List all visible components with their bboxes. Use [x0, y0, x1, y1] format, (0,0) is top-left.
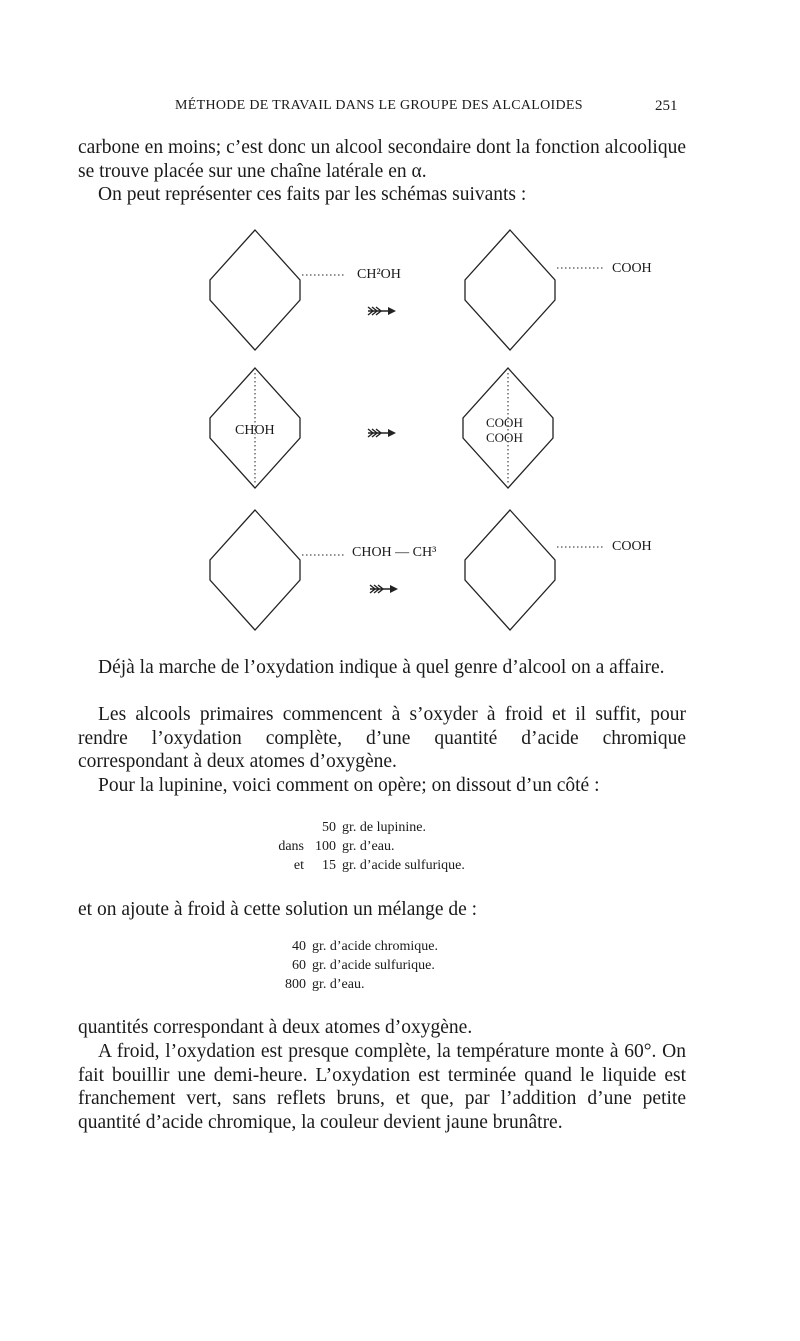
paragraph-carbone: carbone en moins; c’est donc un alcool secondaire dont la fonction alcoolique se trouve placée sur une chaîne latérale en α. [78, 137, 686, 182]
table-row: 40 gr. d’acide chromique. [292, 939, 438, 954]
table-row: et 15 gr. d’acide sulfurique. [293, 858, 465, 873]
solution-one-table [278, 818, 465, 875]
paragraph-a-froid: A froid, l’oxydation est presque complète, la température monte à 60°. On fait bouillir une demi-heure. L’oxydation est terminée quand le liquide est franchement vert, sans reflets bruns, et que, par l’addition d’une petite quantité d’acide chromique, la couleur devient jaune brunâtre. [78, 1041, 686, 1133]
hexagon-diagrams [0, 225, 800, 645]
table-row: 50 gr. de lupinine. [322, 820, 426, 835]
oxidation-schemes [0, 225, 800, 645]
formula-choh: CHOH [235, 423, 275, 438]
reaction-arrow-row1 [368, 307, 396, 315]
formula-ch2oh: CH²OH [357, 267, 401, 282]
formula-choh-ch3: CHOH — CH³ [352, 545, 437, 560]
running-title: MÉTHODE DE TRAVAIL DANS LE GROUPE DES ALCALOIDES [175, 98, 583, 113]
formula-cooh-row3: COOH [612, 539, 652, 554]
formula-cooh-row2-bottom: COOH [486, 430, 523, 445]
reaction-arrow-row3 [370, 585, 398, 593]
paragraph-alcools-primaires: Les alcools primaires commencent à s’oxyder à froid et il suffit, pour rendre l’oxydation complète, d’une quantité d’acide chromique correspondant à deux atomes d’oxygène. [78, 704, 686, 772]
running-header [0, 98, 800, 122]
page-number: 251 [655, 98, 678, 114]
table-row: dans 100 gr. d’eau. [278, 839, 395, 854]
reaction-arrow-row2 [368, 429, 396, 437]
table-row: 800 gr. d’eau. [285, 977, 365, 992]
paragraph-quantites: quantités correspondant à deux atomes d’oxygène. [78, 1017, 473, 1038]
paragraph-lupinine: Pour la lupinine, voici comment on opère; on dissout d’un côté : [98, 775, 600, 796]
formula-cooh-row1: COOH [612, 261, 652, 276]
hexagon-row3-left [210, 510, 300, 630]
paragraph-schemas-intro: On peut représenter ces faits par les schémas suivants : [98, 184, 527, 205]
hexagon-row1-right [465, 230, 555, 350]
paragraph-marche-oxydation: Déjà la marche de l’oxydation indique à quel genre d’alcool on a affaire. [98, 657, 665, 678]
hexagon-row3-right [465, 510, 555, 630]
table-row: 60 gr. d’acide sulfurique. [292, 958, 435, 973]
formula-cooh-row2-top: COOH [486, 415, 523, 430]
solution-two-table [278, 937, 438, 994]
paragraph-melange: et on ajoute à froid à cette solution un mélange de : [78, 899, 478, 920]
hexagon-row1-left [210, 230, 300, 350]
